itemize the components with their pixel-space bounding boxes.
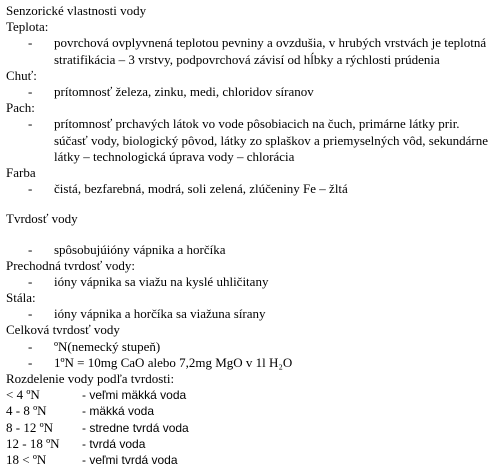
list-item-text: čistá, bezfarebná, modrá, soli zelená, zlúčeniny Fe – žltá (54, 181, 348, 197)
list-item-text: ióny vápnika a horčíka sa viažuna sírany (54, 306, 266, 322)
list-item-text: prítomnosť prchavých látok vo vode pôsobiacich na čuch, primárne látky prir. súčasť vody, biologický pôvod, látky zo splaškov a priemyselných vôd, sekundárne látky – technologická úprava vody – chlorácia (54, 116, 488, 164)
section-label-taste: Chuť: (6, 67, 37, 83)
section-label-total-hardness: Celková tvrdosť vody (6, 322, 120, 338)
document-title: Senzorické vlastnosti vody (6, 3, 147, 18)
list-item-text: 1ºN = 10mg CaO alebo 7,2mg MgO v 1l H₂O (54, 354, 293, 370)
list-item (6, 242, 490, 258)
hardness-range: 18 < ºN (6, 451, 47, 467)
list-item (6, 181, 490, 197)
table-row (6, 420, 490, 436)
section-label-temporary-hardness: Prechodná tvrdosť vody: (6, 257, 136, 273)
section-label-smell: Pach: (6, 100, 35, 116)
section-label-color: Farba (6, 164, 36, 180)
list-item (6, 274, 490, 290)
list-item-text: povrchová ovplyvnená teplotou pevniny a ovzdušia, v hrubých vrstvách je teplotná stratifikácia – 3 vrstvy, podpovrchová závisí od hĺbky a rýchlosti prúdenia (54, 35, 487, 67)
hardness-category: - veľmi mäkká voda (82, 388, 187, 403)
hardness-range: 8 - 12 ºN (6, 419, 53, 435)
document-page (6, 3, 490, 468)
list-item (6, 306, 490, 322)
hardness-range: < 4 ºN (6, 387, 40, 403)
bullet-dash: - (28, 338, 33, 354)
section-title-division: Rozdelenie vody podľa tvrdosti: (6, 371, 175, 387)
hardness-range: 12 - 18 ºN (6, 435, 60, 451)
table-row (6, 452, 490, 468)
list-item (6, 339, 490, 355)
table-row (6, 403, 490, 419)
list-item-text: ºN(nemecký stupeň) (54, 338, 161, 354)
bullet-dash: - (28, 116, 33, 132)
bullet-dash: - (28, 35, 33, 51)
list-item (6, 35, 490, 67)
list-item (6, 84, 490, 100)
bullet-dash: - (28, 306, 33, 322)
list-item-text: ióny vápnika sa viažu na kyslé uhličitany (54, 273, 269, 289)
list-item-text: prítomnosť železa, zinku, medi, chloridov síranov (54, 83, 314, 99)
section-label-temperature: Teplota: (6, 19, 49, 35)
section-title-hardness: Tvrdosť vody (6, 211, 78, 227)
list-item-text: spôsobujúióny vápnika a horčíka (54, 241, 226, 257)
bullet-dash: - (28, 181, 33, 197)
list-item (6, 116, 490, 165)
hardness-category: - tvrdá voda (82, 436, 146, 451)
hardness-category: - stredne tvrdá voda (82, 420, 189, 435)
hardness-category: - mäkká voda (82, 404, 155, 419)
hardness-range: 4 - 8 ºN (6, 403, 47, 419)
bullet-dash: - (28, 83, 33, 99)
table-row (6, 387, 490, 403)
bullet-dash: - (28, 241, 33, 257)
hardness-category: - veľmi tvrdá voda (82, 452, 178, 467)
list-item (6, 355, 490, 371)
section-label-permanent-hardness: Stála: (6, 290, 36, 306)
bullet-dash: - (28, 354, 33, 370)
bullet-dash: - (28, 273, 33, 289)
